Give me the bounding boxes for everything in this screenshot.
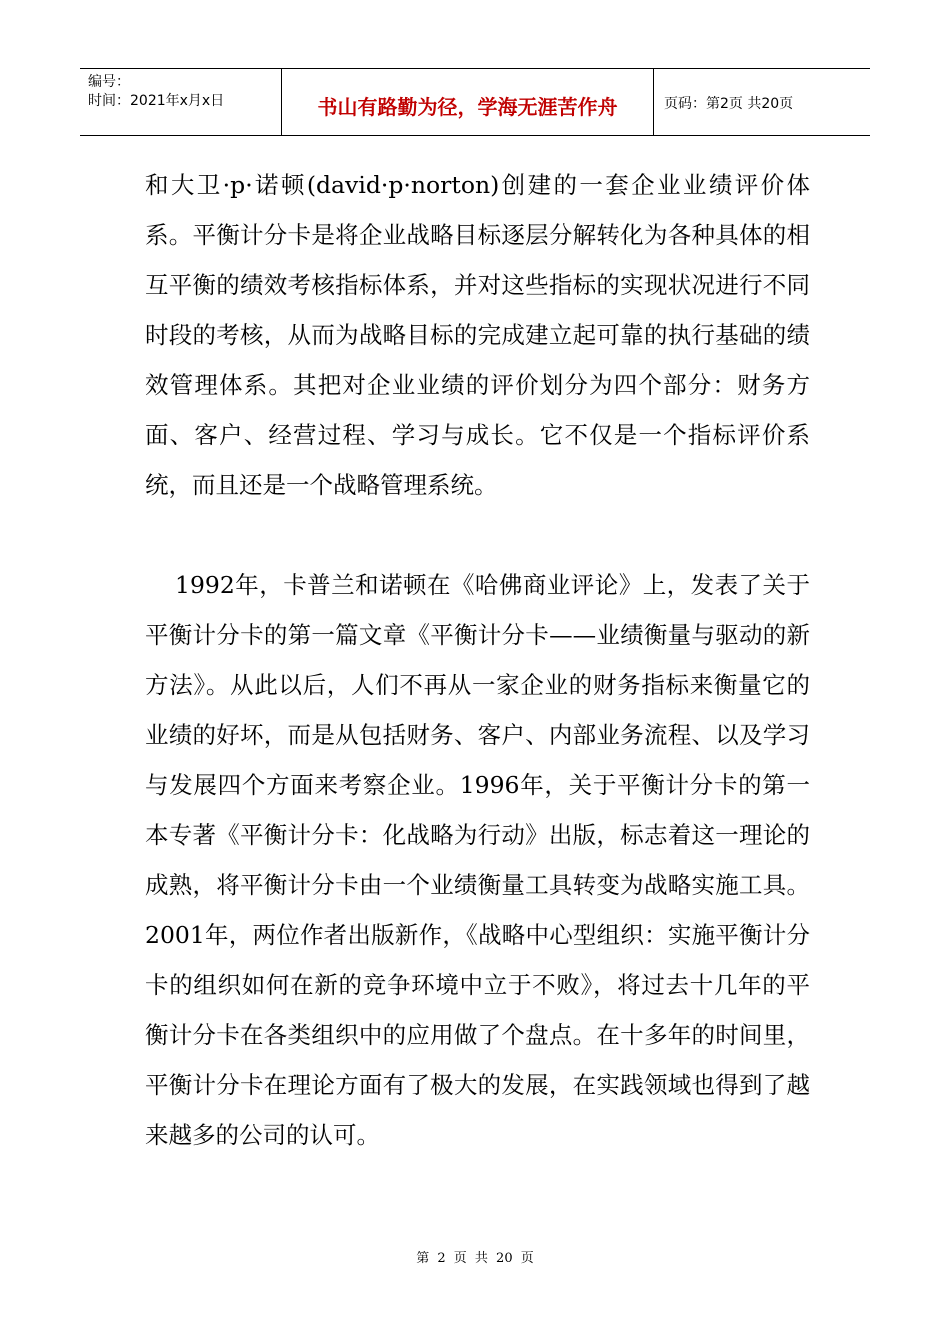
header-meta-cell — [80, 69, 282, 135]
header-page-number: 页码：第2页 共20页 — [664, 96, 794, 112]
document-time-label: 时间：2021年x月x日 — [88, 93, 225, 109]
page-footer: 第 2 页 共 20 页 — [416, 1251, 534, 1266]
page-header — [80, 68, 870, 136]
header-motto: 书山有路勤为径，学海无涯苦作舟 — [282, 69, 654, 135]
document-body — [145, 160, 810, 1160]
document-number-label: 编号： — [88, 74, 130, 90]
paragraph-gap — [145, 510, 810, 560]
paragraph-2: 1992年，卡普兰和诺顿在《哈佛商业评论》上，发表了关于平衡计分卡的第一篇文章《平衡计分卡——业绩衡量与驱动的新方法》。从此以后，人们不再从一家企业的财务指标来衡量它的业绩的好坏，而是从包括财务、客户、内部业务流程、以及学习与发展四个方面来考察企业。1996年，关于平衡计分卡的第一本专著《平衡计分卡：化战略为行动》出版，标志着这一理论的成熟，将平衡计分卡由一个业绩衡量工具转变为战略实施工具。2001年，两位作者出版新作，《战略中心型组织：实施平衡计分卡的组织如何在新的竞争环境中立于不败》，将过去十几年的平衡计分卡在各类组织中的应用做了个盘点。在十多年的时间里，平衡计分卡在理论方面有了极大的发展，在实践领域也得到了越来越多的公司的认可。 — [145, 571, 810, 1149]
paragraph-1: 和大卫·p·诺顿(david·p·norton)创建的一套企业业绩评价体系。平衡计分卡是将企业战略目标逐层分解转化为各种具体的相互平衡的绩效考核指标体系，并对这些指标的实现状况进行不同时段的考核，从而为战略目标的完成建立起可靠的执行基础的绩效管理体系。其把对企业业绩的评价划分为四个部分：财务方面、客户、经营过程、学习与成长。它不仅是一个指标评价系统，而且还是一个战略管理系统。 — [145, 171, 810, 499]
